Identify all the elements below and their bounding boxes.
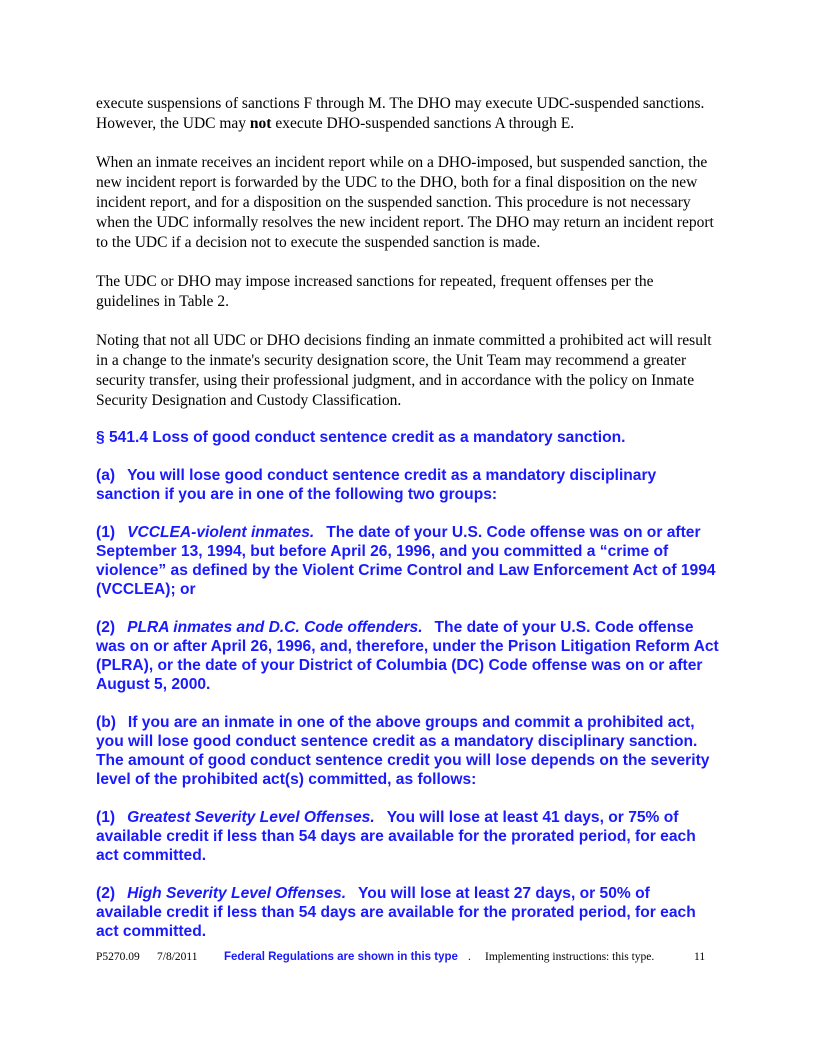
- footer-period: .: [468, 951, 471, 963]
- footer-regulation-note: Federal Regulations are shown in this type: [224, 951, 458, 963]
- paragraph-suspensions: [96, 94, 720, 134]
- regulation-paragraph-a1: [96, 523, 720, 599]
- paragraph-text: execute DHO-suspended sanctions A through E.: [271, 115, 575, 132]
- paragraph-label: (1): [96, 524, 116, 541]
- footer-page-number: 11: [694, 951, 706, 963]
- paragraph-label: (2): [96, 885, 116, 902]
- emphasis-not: not: [249, 115, 272, 132]
- regulation-paragraph-a: [96, 466, 720, 504]
- paragraph-text: You will lose at least 27 days, or 50% of available credit if less than 54 days are available for the prorated period, for each act committed.: [96, 885, 696, 940]
- paragraph-title: Greatest Severity Level Offenses.: [127, 809, 375, 826]
- regulation-paragraph-b2: [96, 884, 720, 941]
- paragraph-title: VCCLEA-violent inmates.: [127, 524, 315, 541]
- paragraph-incident-report: When an inmate receives an incident report while on a DHO-imposed, but suspended sanction, the new incident report is forwarded by the UDC to the DHO, both for a final disposition on the new incident report, and for a disposition on the suspended sanction. This procedure is not necessary when the UDC informally resolves the new incident report. The DHO may return an incident report to the UDC if a decision not to execute the suspended sanction is made.: [96, 154, 714, 251]
- paragraph-text: You will lose good conduct sentence credit as a mandatory disciplinary sanction if you are in one of the following two groups:: [96, 467, 657, 503]
- regulation-paragraph-a2: [96, 618, 720, 694]
- paragraph-text: You will lose at least 41 days, or 75% of available credit if less than 54 days are available for the prorated period, for each act committed.: [96, 809, 696, 864]
- paragraph-increased-sanctions: The UDC or DHO may impose increased sanctions for repeated, frequent offenses per the guidelines in Table 2.: [96, 273, 654, 310]
- document-body: [96, 94, 720, 941]
- paragraph-title: PLRA inmates and D.C. Code offenders.: [127, 619, 423, 636]
- paragraph-label: (2): [96, 619, 116, 636]
- page-footer: [96, 951, 726, 969]
- paragraph-title: High Severity Level Offenses.: [127, 885, 347, 902]
- footer-doc-number: P5270.09: [96, 951, 140, 963]
- paragraph-label: (b): [96, 714, 116, 731]
- paragraph-label: (1): [96, 809, 116, 826]
- regulation-paragraph-b1: [96, 808, 720, 865]
- footer-implementing-note: Implementing instructions: this type.: [485, 951, 655, 963]
- paragraph-label: (a): [96, 467, 116, 484]
- footer-date: 7/8/2011: [157, 951, 198, 963]
- paragraph-security-transfer: Noting that not all UDC or DHO decisions finding an inmate committed a prohibited act will result in a change to the inmate's security designation score, the Unit Team may recommend a greater security transfer, using their professional judgment, and in accordance with the policy on Inmate Security Designation and Custody Classification.: [96, 332, 712, 409]
- paragraph-text: The date of your U.S. Code offense was on or after September 13, 1994, but before April 26, 1996, and you committed a “crime of violence” as defined by the Violent Crime Control and Law Enforcement Act of 1994 (VCCLEA); or: [96, 524, 716, 598]
- paragraph-text: execute suspensions of sanctions F through M. The DHO may execute UDC-suspended sanctions. However, the UDC may: [96, 95, 705, 132]
- paragraph-text: If you are an inmate in one of the above groups and commit a prohibited act, you will lose good conduct sentence credit as a mandatory disciplinary sanction. The amount of good conduct sentence credit you will lose depends on the severity level of the prohibited act(s) committed, as follows:: [96, 714, 710, 788]
- regulation-paragraph-b: [96, 713, 720, 789]
- section-heading: § 541.4 Loss of good conduct sentence credit as a mandatory sanction.: [96, 429, 626, 446]
- paragraph-text: The date of your U.S. Code offense was on or after April 26, 1996, and, therefore, under the Prison Litigation Reform Act (PLRA), or the date of your District of Columbia (DC) Code offense was on or after August 5, 2000.: [96, 619, 719, 693]
